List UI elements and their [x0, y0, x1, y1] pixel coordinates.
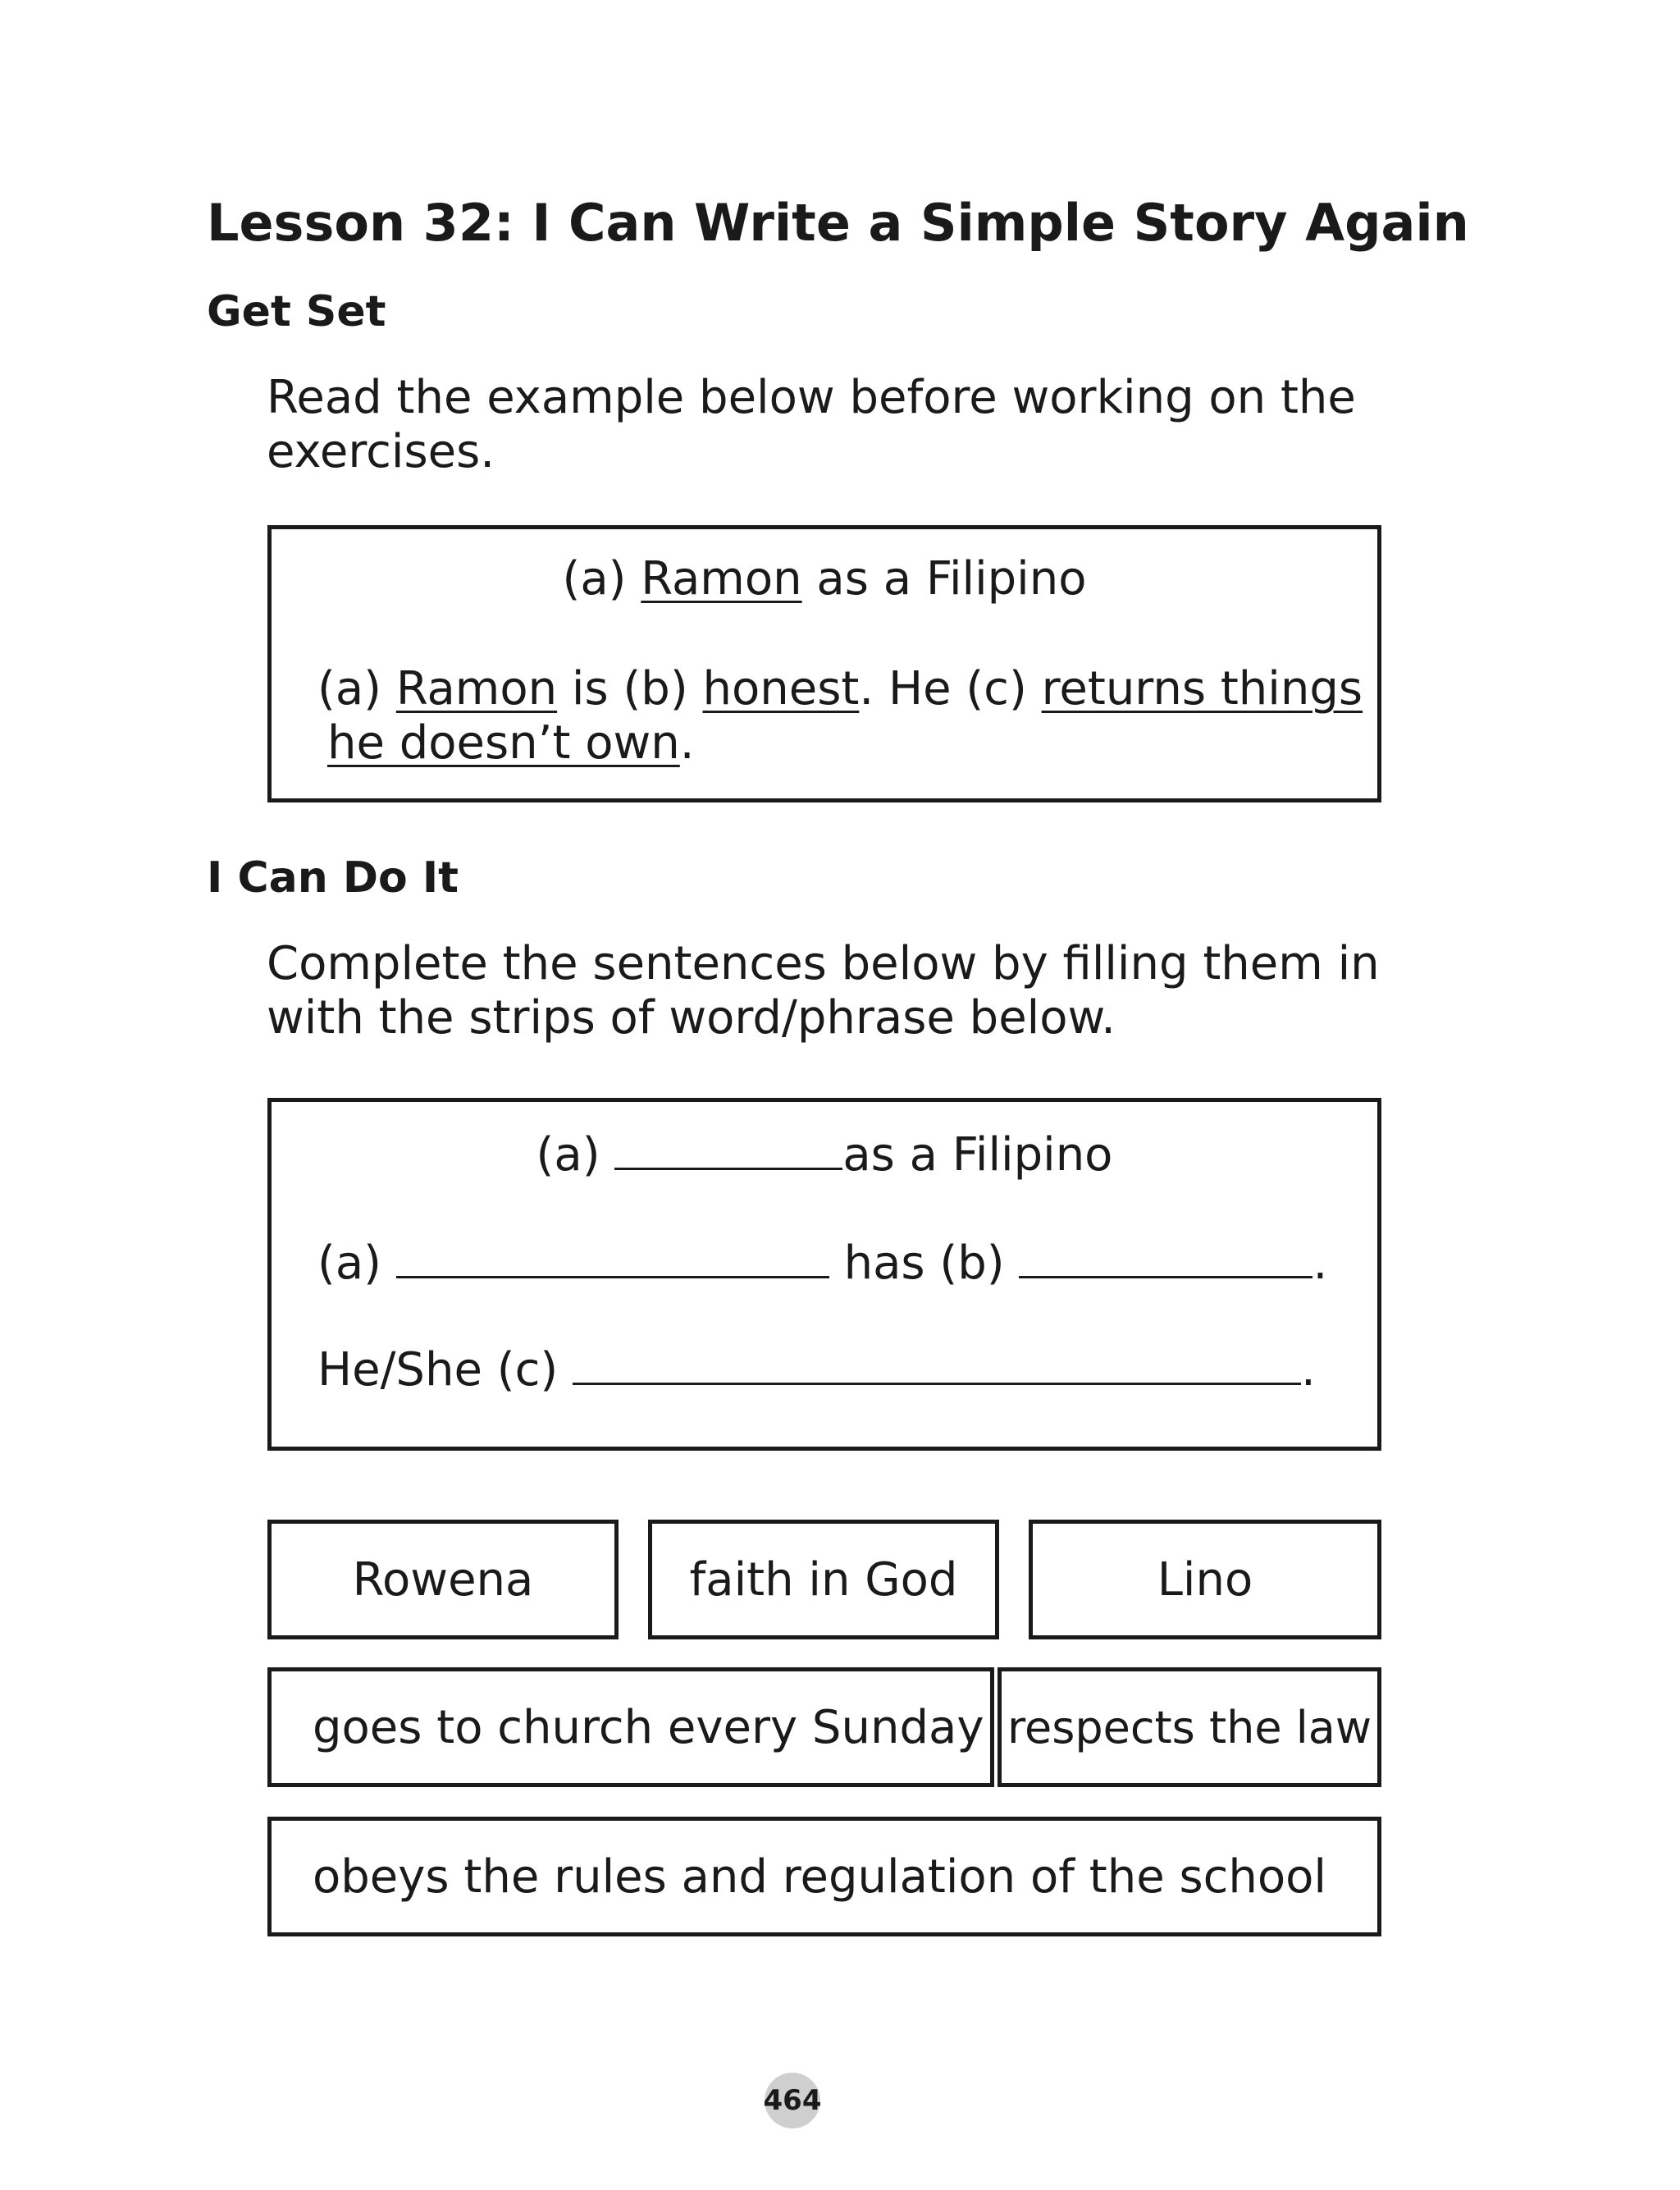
example-action-line2: he doesn’t own: [327, 716, 680, 770]
exercise-line1: [317, 1237, 1327, 1291]
strip-rowena[interactable]: [267, 1520, 619, 1639]
strip-label: Rowena: [352, 1552, 534, 1607]
example-title-name: Ramon: [641, 552, 802, 606]
strip-faith-in-god[interactable]: [648, 1520, 999, 1639]
example-label-c: . He (c): [859, 662, 1042, 716]
title-blank[interactable]: [614, 1128, 842, 1170]
exercise-line1-period: .: [1312, 1237, 1328, 1290]
i-can-do-it-instruction: [267, 937, 1380, 1045]
strip-label: goes to church every Sunday: [313, 1700, 984, 1754]
strip-label: faith in God: [689, 1552, 958, 1607]
example-name: Ramon: [395, 662, 558, 716]
example-trait: honest: [702, 662, 860, 716]
strip-goes-to-church[interactable]: [267, 1667, 994, 1787]
exercise-title: [272, 1128, 1377, 1182]
exercise-label-b: has (b): [829, 1237, 1020, 1290]
name-blank[interactable]: [396, 1237, 829, 1278]
page-number: 464: [763, 2084, 822, 2117]
example-title-suffix: as a Filipino: [801, 552, 1087, 606]
exercise-title-suffix: as a Filipino: [842, 1128, 1113, 1182]
i-can-do-it-instruction-line2: with the strips of word/phrase below.: [267, 991, 1116, 1045]
exercise-line2: [317, 1343, 1316, 1397]
example-period: .: [679, 716, 695, 770]
get-set-instruction-line1: Read the example below before working on the: [267, 371, 1356, 424]
exercise-box: [267, 1098, 1381, 1451]
strip-lino[interactable]: [1029, 1520, 1381, 1639]
example-action-line1: returns things: [1041, 662, 1363, 716]
strip-respects-the-law[interactable]: [998, 1667, 1381, 1787]
get-set-instruction-line2: exercises.: [267, 425, 495, 478]
i-can-do-it-instruction-line1: Complete the sentences below by filling them in: [267, 937, 1380, 990]
page-number-badge: [765, 2073, 820, 2128]
i-can-do-it-heading: I Can Do It: [207, 853, 459, 903]
exercise-line2-period: .: [1301, 1343, 1316, 1397]
example-label-a: (a): [317, 662, 396, 716]
strip-label: respects the law: [1007, 1701, 1372, 1753]
strip-label: Lino: [1157, 1552, 1253, 1607]
exercise-label-c: He/She (c): [317, 1343, 573, 1397]
exercise-title-prefix: (a): [536, 1128, 615, 1182]
strip-label: obeys the rules and regulation of the school: [313, 1849, 1326, 1904]
get-set-instruction: [267, 371, 1356, 479]
action-blank[interactable]: [573, 1343, 1301, 1385]
strip-obeys-the-rules[interactable]: [267, 1817, 1381, 1936]
example-title-prefix: (a): [562, 552, 641, 606]
example-label-b: is (b): [557, 662, 703, 716]
example-sentence: [317, 662, 1363, 770]
trait-blank[interactable]: [1019, 1237, 1312, 1278]
exercise-label-a: (a): [317, 1237, 396, 1290]
example-box: [267, 525, 1381, 802]
get-set-heading: Get Set: [207, 287, 386, 336]
lesson-title: Lesson 32: I Can Write a Simple Story Again: [207, 193, 1469, 253]
example-title: [272, 552, 1377, 606]
